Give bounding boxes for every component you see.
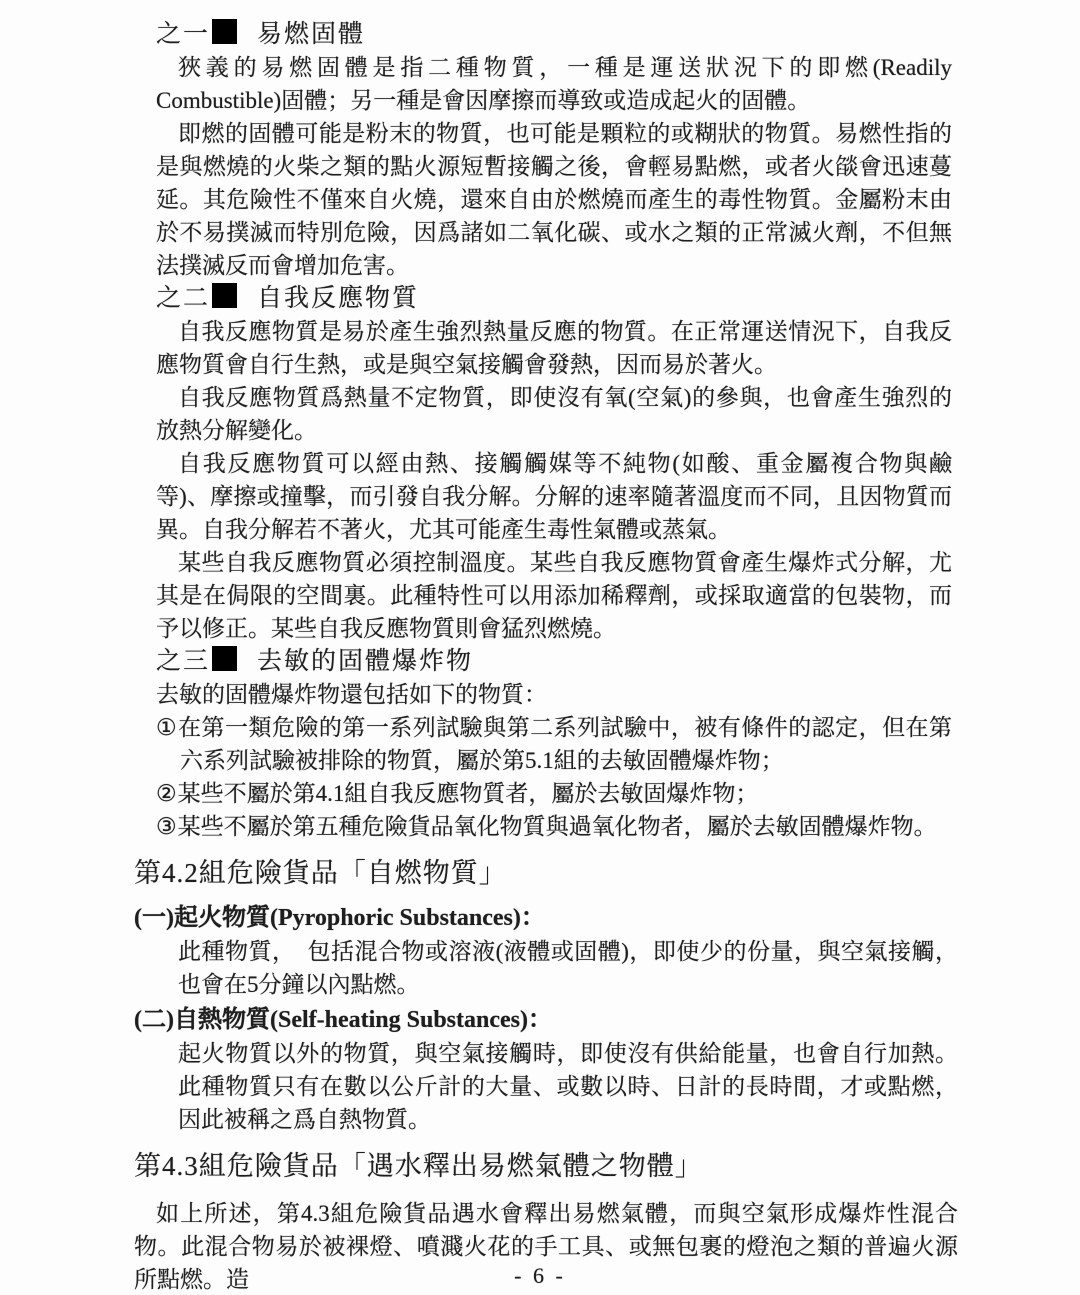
subsection-marker: 之二 bbox=[156, 285, 211, 312]
paragraph: 自我反應物質是易於產生強烈熱量反應的物質。在正常運送情況下，自我反應物質會自行生熱，或是與空氣接觸會發熱，因而易於著火。 bbox=[156, 319, 952, 377]
list-item bbox=[156, 777, 952, 810]
circled-number-icon: ② bbox=[156, 781, 177, 806]
subsection-title: 去敏的固體爆炸物 bbox=[257, 648, 474, 675]
hazard-class-4-1-block bbox=[156, 18, 952, 843]
paragraph: 如上所述，第4.3組危險貨品遇水會釋出易燃氣體，而與空氣形成爆炸性混合物。此混合物易於被裸燈、噴濺火花的手工具、或無包裹的燈泡之類的普遍火源所點燃。造 bbox=[134, 1201, 958, 1292]
circled-number-icon: ① bbox=[156, 715, 178, 740]
list-item-text: 某些不屬於第五種危險貨品氧化物質與過氧化物者，屬於去敏固體爆炸物。 bbox=[177, 814, 937, 839]
subsection-heading-2 bbox=[156, 282, 952, 315]
paragraph: 自我反應物質爲熱量不定物質，即使沒有氧(空氣)的參與，也會產生強烈的放熱分解變化。 bbox=[156, 385, 952, 443]
black-square-icon bbox=[212, 19, 237, 44]
subsection-title: 自我反應物質 bbox=[257, 285, 420, 312]
section-4-3-heading: 第4.3組危險貨品「遇水釋出易燃氣體之物體」 bbox=[134, 1151, 703, 1181]
paragraph: 某些自我反應物質必須控制溫度。某些自我反應物質會產生爆炸式分解，尤其是在侷限的空間裏。此種特性可以用添加稀釋劑，或採取適當的包裝物，而予以修正。某些自我反應物質則會猛烈燃燒。 bbox=[156, 550, 952, 641]
list-item-text: 在第一類危險的第一系列試驗與第二系列試驗中，被有條件的認定，但在第六系列試驗被排除的物質，屬於第5.1組的去敏固體爆炸物； bbox=[178, 715, 953, 773]
self-heating-substances-heading: (二)自熱物質(Self-heating Substances)： bbox=[134, 1007, 552, 1033]
definition-paragraph: 此種物質， 包括混合物或溶液(液體或固體)，即使少的份量，與空氣接觸，也會在5分鐘以內點燃。 bbox=[178, 939, 958, 997]
paragraph: 狹義的易燃固體是指二種物質，一種是運送狀況下的即燃(Readily Combustible)固體；另一種是會因摩擦而導致或造成起火的固體。 bbox=[156, 55, 952, 113]
list-item-text: 某些不屬於第4.1組自我反應物質者，屬於去敏固爆炸物； bbox=[177, 781, 759, 806]
paragraph: 即燃的固體可能是粉末的物質，也可能是顆粒的或糊狀的物質。易燃性指的是與燃燒的火柴之類的點火源短暫接觸之後，會輕易點燃，或者火燄會迅速蔓延。其危險性不僅來自火燒，還來自由於燃燒而產生的毒性物質。金屬粉末由於不易撲滅而特別危險，因爲諸如二氧化碳、或水之類的正常滅火劑，不但無法撲滅反而會增加危害。 bbox=[156, 121, 952, 278]
pyrophoric-substances-heading: (一)起火物質(Pyrophoric Substances)： bbox=[134, 905, 545, 931]
subsection-title: 易燃固體 bbox=[257, 21, 366, 48]
list-intro: 去敏的固體爆炸物還包括如下的物質： bbox=[156, 682, 547, 707]
subsection-heading-1 bbox=[156, 18, 952, 51]
page-number: - 6 - bbox=[514, 1263, 566, 1288]
list-item bbox=[156, 810, 952, 843]
subsection-marker: 之一 bbox=[156, 21, 211, 48]
paragraph: 自我反應物質可以經由熱、接觸觸媒等不純物(如酸、重金屬複合物與鹼等)、摩擦或撞擊，而引發自我分解。分解的速率隨著溫度而不同，且因物質而異。自我分解若不著火，尤其可能產生毒性氣體或蒸氣。 bbox=[156, 451, 952, 542]
subsection-heading-3 bbox=[156, 645, 952, 678]
definition-paragraph: 起火物質以外的物質，與空氣接觸時，即使沒有供給能量，也會自行加熱。此種物質只有在數以公斤計的大量、或數以時、日計的長時間，才或點燃，因此被稱之爲自熱物質。 bbox=[178, 1041, 958, 1132]
text-column bbox=[134, 18, 958, 1295]
black-square-icon bbox=[212, 283, 237, 308]
list-item bbox=[156, 711, 952, 777]
black-square-icon bbox=[212, 646, 237, 671]
circled-number-icon: ③ bbox=[156, 814, 177, 839]
subsection-marker: 之三 bbox=[156, 648, 211, 675]
section-4-2-heading: 第4.2組危險貨品「自燃物質」 bbox=[134, 858, 507, 888]
